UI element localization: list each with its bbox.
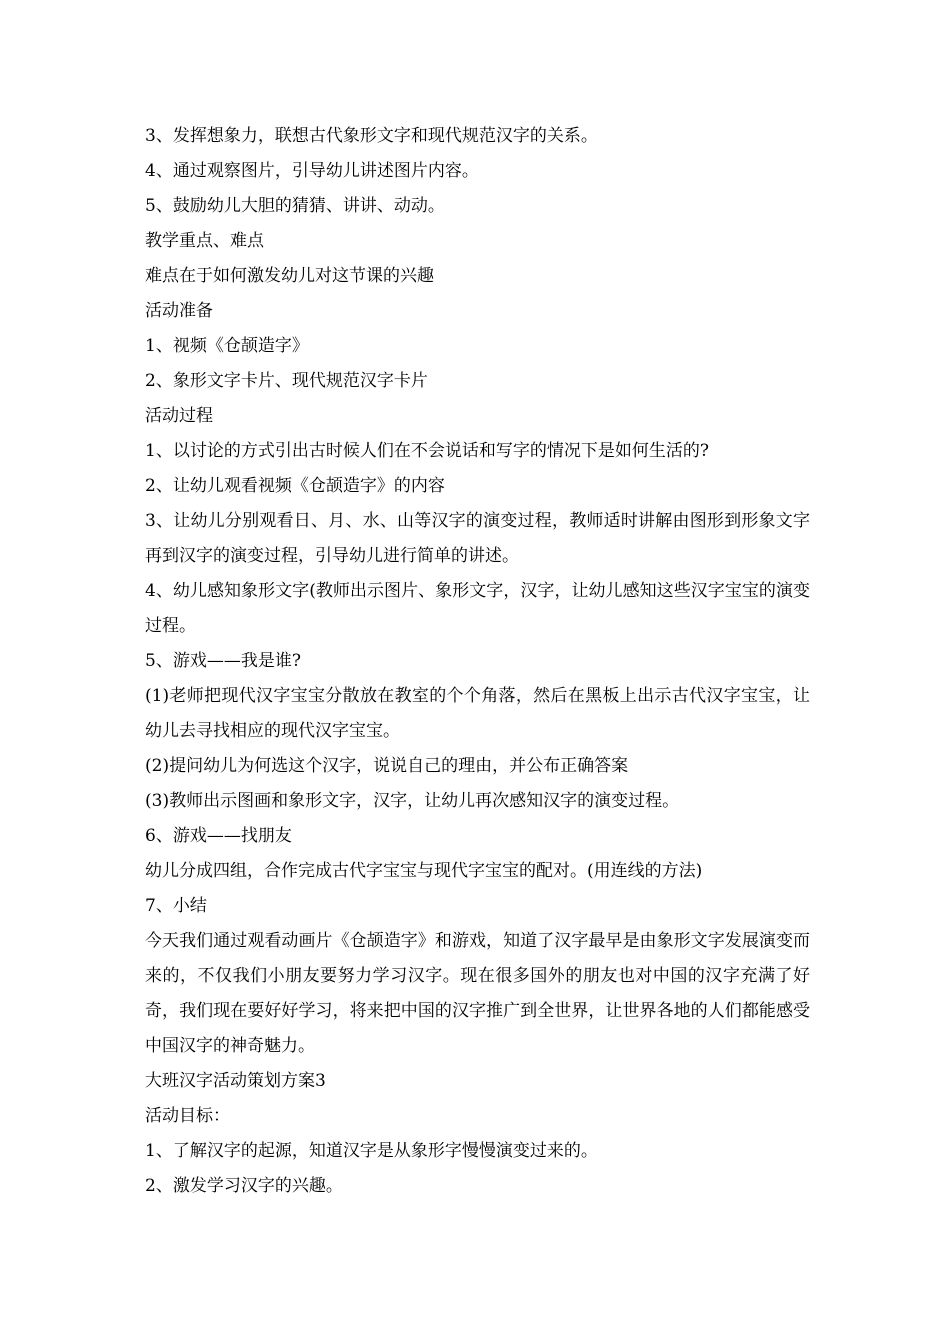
section-heading-process: 活动过程: [145, 406, 213, 426]
document-body: [145, 119, 810, 1204]
process-step-2: 2、让幼儿观看视频《仓颉造字》的内容: [145, 476, 445, 496]
plan-3-goal-1: 1、了解汉字的起源，知道汉字是从象形字慢慢演变过来的。: [145, 1141, 598, 1161]
plan-3-goal-2: 2、激发学习汉字的兴趣。: [145, 1176, 343, 1196]
process-step-1: 1、以讨论的方式引出古时候人们在不会说话和写字的情况下是如何生活的?: [145, 441, 709, 461]
goal-item-3: 3、发挥想象力，联想古代象形文字和现代规范汉字的关系。: [145, 126, 598, 146]
game-substep-1: (1)老师把现代汉字宝宝分散放在教室的个个角落，然后在黑板上出示古代汉字宝宝，让幼儿去寻找相应的现代汉字宝宝。: [145, 686, 810, 741]
plan-3-title: 大班汉字活动策划方案3: [145, 1071, 326, 1091]
preparation-item-2: 2、象形文字卡片、现代规范汉字卡片: [145, 371, 428, 391]
game-substep-2: (2)提问幼儿为何选这个汉字，说说自己的理由，并公布正确答案: [145, 756, 629, 776]
goal-item-4: 4、通过观察图片，引导幼儿讲述图片内容。: [145, 161, 479, 181]
process-step-6: 6、游戏——找朋友: [145, 826, 292, 846]
section-heading-key-points: 教学重点、难点: [145, 231, 264, 251]
summary-text: 今天我们通过观看动画片《仓颉造字》和游戏，知道了汉字最早是由象形文字发展演变而来的，不仅我们小朋友要努力学习汉字。现在很多国外的朋友也对中国的汉字充满了好奇，我们现在要好好学习，将来把中国的汉字推广到全世界，让世界各地的人们都能感受中国汉字的神奇魅力。: [145, 931, 810, 1056]
section-heading-goals: 活动目标：: [145, 1106, 230, 1126]
process-step-4: 4、幼儿感知象形文字(教师出示图片、象形文字，汉字，让幼儿感知这些汉字宝宝的演变过程。: [145, 581, 810, 636]
key-points-text: 难点在于如何激发幼儿对这节课的兴趣: [145, 266, 434, 286]
find-friends-text: 幼儿分成四组，合作完成古代字宝宝与现代字宝宝的配对。(用连线的方法): [145, 861, 703, 881]
process-step-5: 5、游戏——我是谁?: [145, 651, 301, 671]
game-substep-3: (3)教师出示图画和象形文字，汉字，让幼儿再次感知汉字的演变过程。: [145, 791, 680, 811]
goal-item-5: 5、鼓励幼儿大胆的猜猜、讲讲、动动。: [145, 196, 445, 216]
process-step-7: 7、小结: [145, 896, 207, 916]
preparation-item-1: 1、视频《仓颉造字》: [145, 336, 309, 356]
section-heading-preparation: 活动准备: [145, 301, 213, 321]
process-step-3: 3、让幼儿分别观看日、月、水、山等汉字的演变过程，教师适时讲解由图形到形象文字再到汉字的演变过程，引导幼儿进行简单的讲述。: [145, 511, 810, 566]
